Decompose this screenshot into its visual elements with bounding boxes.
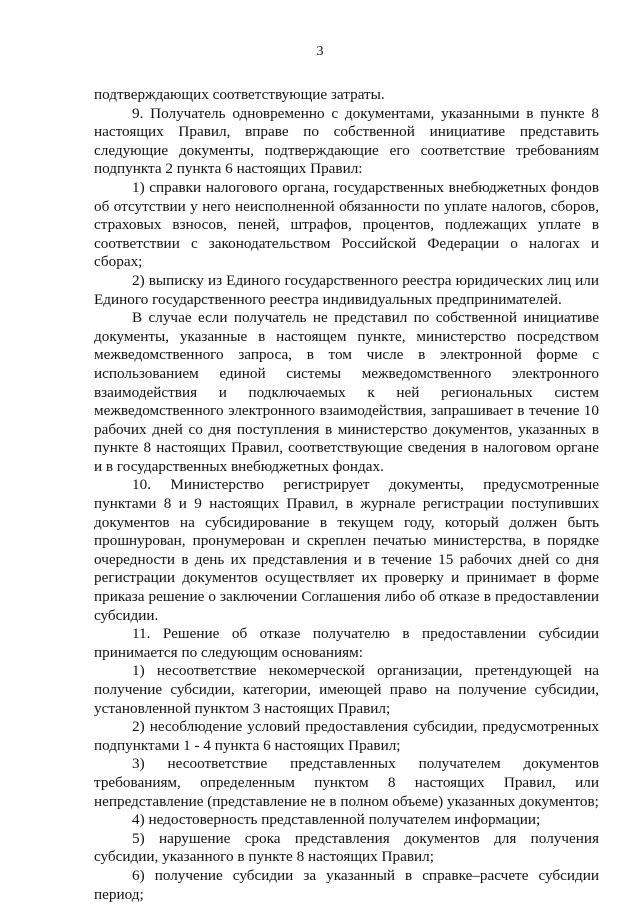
document-body <box>94 86 599 904</box>
paragraph-clause-10: 10. Министерство регистрирует документы, предусмотренные пунктами 8 и 9 настоящих Правил, в журнале регистрации поступивших документов на субсидирование в текущем году, который должен быть прошнурован, пронумерован и скреплен печатью министерства, в порядке очередности в день их представления и в течение 15 рабочих дней со дня регистрации документов осуществляет их проверку и принимает в форме приказа решение о заключении Соглашения либо об отказе в предоставлении субсидии. <box>94 476 599 624</box>
paragraph-clause-9: 9. Получатель одновременно с документами, указанными в пункте 8 настоящих Правил, вправе по собственной инициативе представить следующие документы, подтверждающие его соответствие требованиям подпункта 2 пункта 6 настоящих Правил: <box>94 104 599 178</box>
paragraph-continuation: подтверждающих соответствующие затраты. <box>94 86 385 103</box>
paragraph-clause-11-item-6: 6) получение субсидии за указанный в справке–расчете субсидии период; <box>94 866 599 903</box>
paragraph-clause-11-item-1: 1) несоответствие некомерческой организации, претендующей на получение субсидии, категории, имеющей право на получение субсидии, установленной пунктом 3 настоящих Правил; <box>94 662 599 717</box>
paragraph-clause-9-note: В случае если получатель не представил по собственной инициативе документы, указанные в настоящем пункте, министерство посредством межведомственного запроса, в том числе в электронной форме с использованием единой системы межведомственного электронного взаимодействия и подключаемых к ней региональных систем межведомственного электронного взаимодействия, запрашивает в течение 10 рабочих дней со дня поступления в министерство документов, указанных в пункте 8 настоящих Правил, соответствующие сведения в налоговом органе и в государственных внебюджетных фондах. <box>94 309 599 475</box>
paragraph-clause-11: 11. Решение об отказе получателю в предоставлении субсидии принимается по следующим основаниям: <box>94 625 599 661</box>
paragraph-clause-9-item-2: 2) выписку из Единого государственного реестра юридических лиц или Единого государственного реестра индивидуальных предпринимателей. <box>94 271 599 308</box>
paragraph-clause-9-item-1: 1) справки налогового органа, государственных внебюджетных фондов об отсутствии у него неисполненной обязанности по уплате налогов, сборов, страховых взносов, пеней, штрафов, процентов, подлежащих уплате в соответствии с законодательством Российской Федерации о налогах и сборах; <box>94 178 599 271</box>
paragraph-clause-11-item-3: 3) несоответствие представленных получателем документов требованиям, определенным пунктом 8 настоящих Правил, или непредставление (представление не в полном объеме) указанных документов; <box>94 755 599 810</box>
paragraph-clause-11-item-2: 2) несоблюдение условий предоставления субсидии, предусмотренных подпунктами 1 - 4 пункта 6 настоящих Правил; <box>94 718 599 754</box>
paragraph-clause-11-item-5: 5) нарушение срока представления документов для получения субсидии, указанного в пункте 8 настоящих Правил; <box>94 829 599 866</box>
paragraph-clause-11-item-4: 4) недостоверность представленной получателем информации; <box>132 811 541 829</box>
page-number: 3 <box>316 44 324 59</box>
